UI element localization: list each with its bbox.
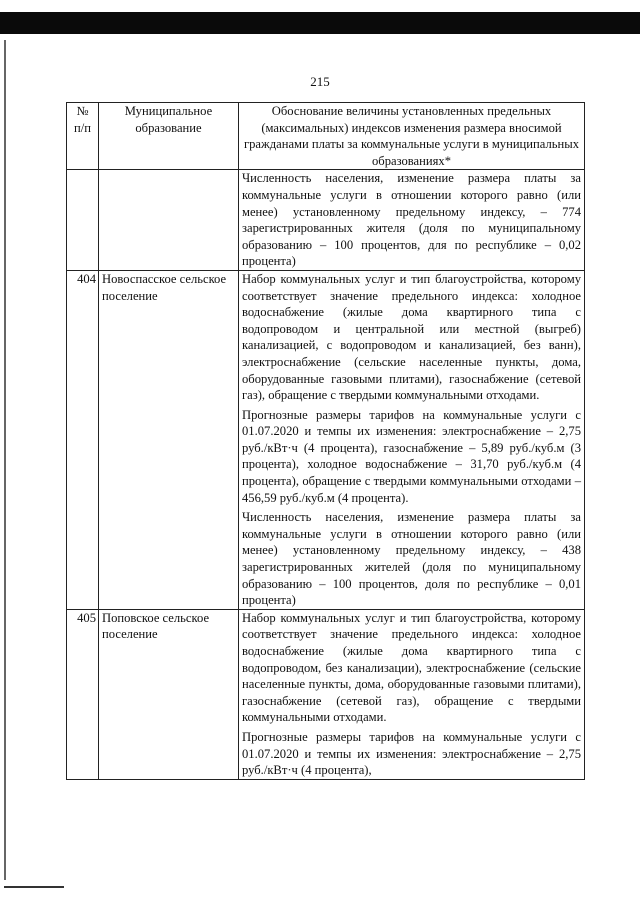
justification-paragraph: Набор коммунальных услуг и тип благоустройства, которому соответствует значение предельного индекса: холодное водоснабжение (жилые дома квартирного типа с водопроводом и центральной или местной (выгреб) канализацией, с водопроводом и канализацией, без ванн), электроснабжение (сельские населенные пункты, дома, оборудованные газовыми плитами), газоснабжение (сетевой газ), обращение с твердыми коммунальными отходами. (242, 271, 581, 403)
header-number: № п/п (67, 103, 99, 170)
municipal-index-table (66, 102, 585, 780)
scan-left-edge (4, 40, 6, 880)
row-justification (239, 609, 585, 779)
row-justification (239, 270, 585, 609)
table-row (67, 609, 585, 779)
header-justification: Обоснование величины установленных предельных (максимальных) индексов изменения размера вносимой гражданами платы за коммунальные услуги в муниципальных образованиях* (239, 103, 585, 170)
row-justification (239, 170, 585, 271)
table-row (67, 270, 585, 609)
justification-paragraph: Набор коммунальных услуг и тип благоустройства, которому соответствует значение предельного индекса: холодное водоснабжение (жилые дома квартирного типа с водопроводом, без канализации), электроснабжение (сельские населенные пункты, дома, оборудованные газовыми плитами), газоснабжение (сетевой газ), обращение с твердыми коммунальными отходами. (242, 610, 581, 725)
justification-paragraph: Прогнозные размеры тарифов на коммунальные услуги с 01.07.2020 и темпы их изменения: электроснабжение – 2,75 руб./кВт·ч (4 процента), (242, 729, 581, 778)
header-municipality: Муниципальное образование (99, 103, 239, 170)
footnote-separator (4, 886, 64, 888)
row-municipality (99, 170, 239, 271)
row-number: 404 (67, 270, 99, 609)
justification-paragraph: Численность населения, изменение размера платы за коммунальные услуги в отношении которого равно (или менее) установленному предельному индексу, – 438 зарегистрированных жителей (доля по муниципальному образованию – 100 процентов, доля по республике – 0,01 процента) (242, 510, 581, 608)
table-row (67, 170, 585, 271)
scan-top-border (0, 12, 640, 34)
justification-paragraph: Прогнозные размеры тарифов на коммунальные услуги с 01.07.2020 и темпы их изменения: электроснабжение – 2,75 руб./кВт·ч (4 процента), газоснабжение – 5,89 руб./куб.м (3 процента), холодное водоснабжение – 31,70 руб./куб.м (4 процента), обращение с твердыми коммунальными отходами – 456,59 руб./куб.м (4 процента). (242, 407, 581, 505)
row-number: 405 (67, 609, 99, 779)
row-municipality: Поповское сельское поселение (99, 609, 239, 779)
justification-paragraph: Численность населения, изменение размера платы за коммунальные услуги в отношении которого равно (или менее) установленному предельному индексу, – 774 зарегистрированных жителя (доля по муниципальному образованию – 100 процентов, для по республике – 0,02 процента) (242, 171, 581, 269)
page-number: 215 (310, 74, 330, 89)
row-number (67, 170, 99, 271)
row-municipality: Новоспасское сельское поселение (99, 270, 239, 609)
table-header-row (67, 103, 585, 170)
